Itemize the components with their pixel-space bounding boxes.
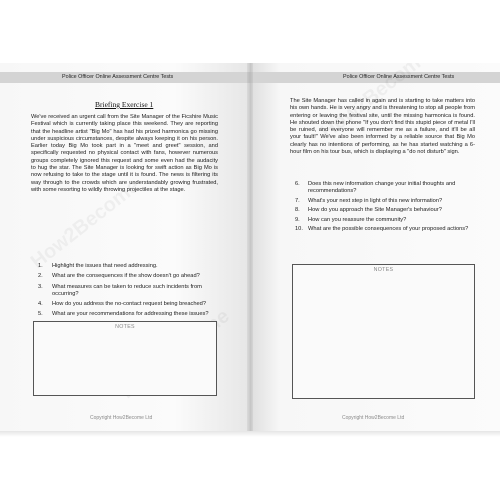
copyright-text: Copyright How2Become Ltd bbox=[90, 415, 153, 421]
question-text: What are the consequences if the show doesn't go ahead? bbox=[52, 273, 200, 280]
question-number: 2. bbox=[38, 273, 43, 280]
question-item bbox=[38, 284, 218, 299]
question-number: 5. bbox=[38, 311, 43, 318]
question-text: What's your next step in light of this new information? bbox=[308, 197, 443, 204]
copyright-text: Copyright How2Become Ltd bbox=[342, 415, 405, 421]
question-item bbox=[295, 226, 475, 233]
question-item bbox=[295, 198, 475, 205]
question-number: 6. bbox=[295, 181, 300, 187]
exercise-title: Briefing Exercise 1 bbox=[95, 100, 154, 109]
question-text: How do you address the no-contact request being breached? bbox=[52, 301, 206, 308]
question-number: 9. bbox=[295, 216, 300, 223]
question-item bbox=[295, 217, 475, 224]
question-item bbox=[295, 181, 475, 196]
book-gutter bbox=[247, 63, 253, 431]
briefing-paragraph: We've received an urgent call from the Site Manager of the Ficshire Music Festival which is currently taking place this weekend. They are reporting that the headline artist "Big Mo" has had his prized harmonica go missing under suspicious circumstances, despite always keeping it on his person. Earlier today Big Mo took part in a "meet and greet" session, and specifically requested no physical contact with fans, however numerous groups completely ignored this request and some even had the audacity to hug the star. The Site Manager is looking for swift action as Big Mo is now refusing to take to the stage until it is found. The news is filtering its way through to the crowds which are understandably growing frustrated, with some resorting to wildly throwing projectiles at the stage. bbox=[31, 114, 218, 193]
question-item bbox=[38, 301, 218, 308]
question-text: What are your recommendations for addressing these issues? bbox=[52, 311, 209, 318]
notes-label: NOTES bbox=[115, 324, 135, 330]
question-number: 8. bbox=[295, 207, 300, 214]
question-text: What measures can be taken to reduce such incidents from occurring? bbox=[52, 283, 202, 297]
question-item bbox=[38, 263, 218, 270]
book-shadow bbox=[0, 431, 500, 437]
question-text: What are the possible consequences of your proposed actions? bbox=[308, 226, 469, 233]
question-list bbox=[295, 181, 475, 236]
question-text: Highlight the issues that need addressing. bbox=[52, 263, 158, 269]
update-paragraph: The Site Manager has called in again and is starting to take matters into his own hands. He is very angry and is threatening to stop all people from entering or leaving the festival site, until the missing harmonica is found. He shouted down the phone "If you don't find this stupid piece of metal I'll be ruined, and everyone will remember me as a failure, and it'll be all your fault!" We've also been informed by a reliable source that Big Mo clearly has no intentions of performing, as he has started watching a 6-hour film on his tour bus, which is displaying a "do not disturb" sign. bbox=[290, 98, 475, 156]
question-list bbox=[38, 263, 218, 322]
right-page bbox=[250, 63, 500, 431]
page-header: Police Officer Online Assessment Centre Tests bbox=[62, 74, 174, 80]
question-text: Does this new information change your initial thoughts and recommendations? bbox=[308, 181, 456, 195]
question-number: 7. bbox=[295, 197, 300, 204]
question-number: 4. bbox=[38, 301, 43, 308]
notes-box bbox=[292, 264, 475, 399]
notes-box bbox=[33, 321, 217, 396]
question-text: How do you approach the Site Manager's behaviour? bbox=[308, 207, 442, 214]
notes-label: NOTES bbox=[373, 267, 394, 273]
question-item bbox=[38, 311, 218, 318]
page-header: Police Officer Online Assessment Centre Tests bbox=[343, 74, 455, 80]
question-item bbox=[295, 207, 475, 214]
question-number: 10. bbox=[295, 226, 303, 233]
question-number: 3. bbox=[38, 283, 43, 290]
question-text: How can you reassure the community? bbox=[308, 216, 407, 223]
left-page bbox=[0, 63, 250, 431]
question-number: 1. bbox=[38, 263, 43, 269]
question-item bbox=[38, 273, 218, 280]
